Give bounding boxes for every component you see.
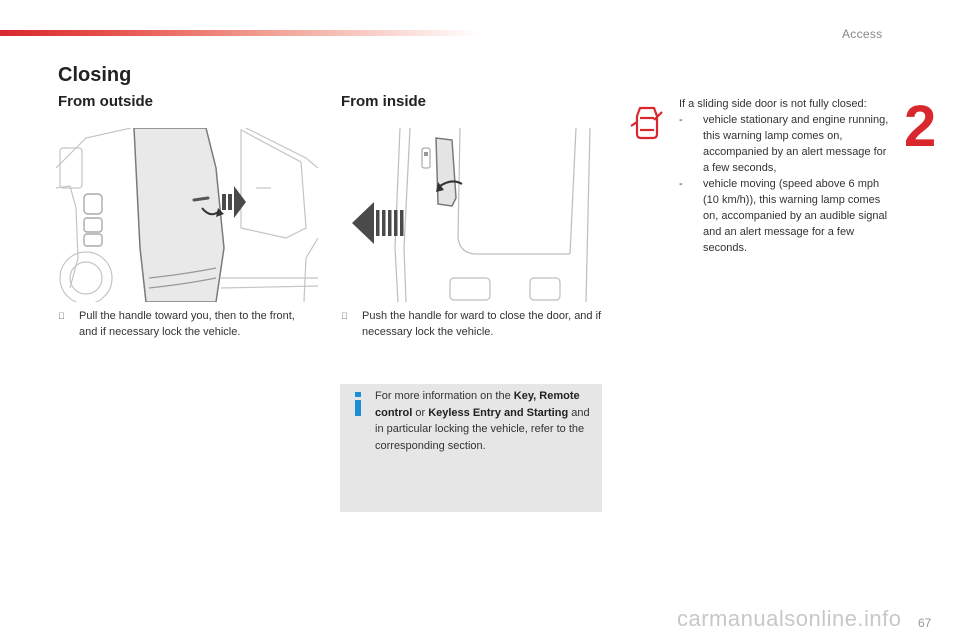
inside-door-illustration — [340, 128, 602, 302]
page-number: 67 — [918, 616, 932, 630]
info-text — [375, 388, 590, 454]
chapter-number: 2 — [904, 94, 937, 159]
door-open-warning-lamp-icon — [630, 104, 664, 142]
list-dash: - — [679, 114, 683, 126]
from-inside-heading: From inside — [341, 93, 427, 110]
warning-item-text: vehicle moving (speed above 6 mph (10 km/h)), this warning lamp comes on, accompanied by an audible signal and an alert message for a few seconds. — [703, 178, 888, 254]
bullet-marker — [58, 308, 65, 324]
info-key-term: Key, Remote control — [375, 390, 580, 419]
warning-item-text: vehicle stationary and engine running, this warning lamp comes on, accompanied by an alert message for a few seconds, — [703, 114, 889, 174]
section-label: Access — [842, 27, 883, 41]
inside-instruction — [341, 308, 603, 340]
warning-item — [679, 112, 889, 176]
list-dash: - — [679, 178, 683, 190]
inside-instruction-text: Push the handle for ward to close the door, and if necessary lock the vehicle. — [362, 310, 602, 338]
page-title: Closing — [58, 64, 132, 86]
outside-door-illustration — [56, 128, 318, 302]
warning-intro: If a sliding side door is not fully closed: — [679, 98, 867, 110]
info-key-term: Keyless Entry and Starting — [428, 406, 569, 419]
outside-instruction-text: Pull the handle toward you, then to the front, and if necessary lock the vehicle. — [79, 310, 295, 338]
info-box — [340, 384, 602, 512]
header-accent-bar — [0, 30, 480, 36]
info-text-part: For more information on the — [375, 390, 514, 402]
bullet-marker — [341, 308, 348, 324]
warning-text — [679, 96, 889, 256]
outside-instruction — [58, 308, 308, 340]
warning-item — [679, 176, 889, 256]
info-text-part: or — [412, 406, 429, 419]
info-text-part: and in particular locking the vehicle, refer to the corresponding section. — [375, 406, 590, 452]
info-icon — [353, 392, 363, 416]
from-outside-heading: From outside — [58, 93, 154, 110]
watermark: carmanualsonline.info — [677, 606, 902, 631]
